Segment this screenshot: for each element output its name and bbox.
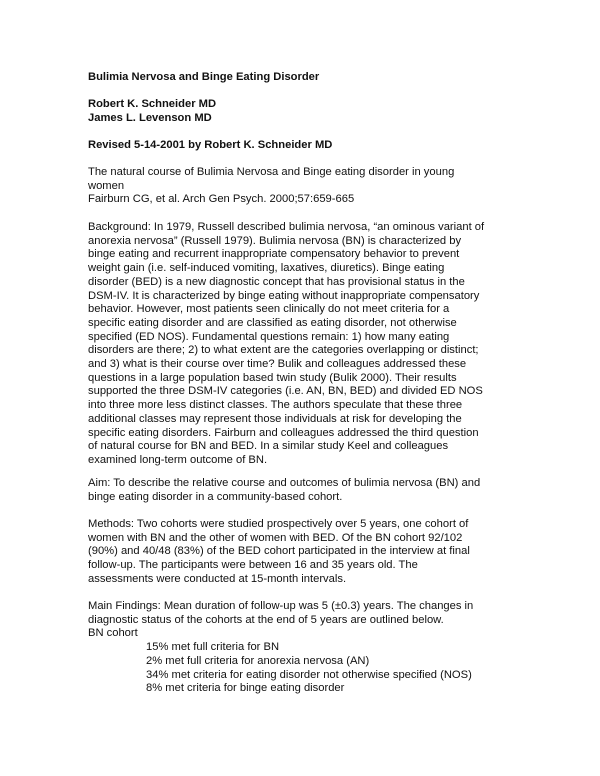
cohort-item: 15% met full criteria for BN: [146, 641, 280, 654]
background-line: Background: In 1979, Russell described bulimia nervosa, “an ominous variant of: [88, 221, 485, 233]
findings-line: diagnostic status of the cohorts at the end of 5 years are outlined below.: [88, 613, 444, 626]
background-line: questions in a large population based twin study (Bulik 2000). Their results: [88, 371, 457, 384]
background-line: into three more less distinct classes. The authors speculate that these three: [88, 399, 463, 412]
aim-line: binge eating disorder in a community-based cohort.: [88, 490, 343, 503]
methods-line: (90%) and 40/48 (83%) of the BED cohort participated in the interview at final: [88, 545, 470, 558]
methods-line: assessments were conducted at 15-month intervals.: [88, 572, 347, 585]
background-line: of natural course for BN and BED. In a similar study Keel and colleagues: [88, 440, 449, 453]
background-line: anorexia nervosa” (Russell 1979). Bulimia nervosa (BN) is characterized by: [88, 234, 462, 247]
reference-line: Fairburn CG, et al. Arch Gen Psych. 2000;57:659-665: [88, 193, 355, 206]
background-line: specific eating disorders. Fairburn and colleagues addressed the third question: [88, 426, 479, 439]
background-line: supported the three DSM-IV categories (i.e. AN, BN, BED) and divided ED NOS: [88, 385, 483, 398]
findings-line: Main Findings: Mean duration of follow-up was 5 (±0.3) years. The changes in: [88, 600, 474, 612]
document-title: [88, 71, 319, 85]
revision-note: [88, 139, 332, 153]
background-line: and 3) what is their course over time? Bulik and colleagues addressed these: [88, 358, 467, 371]
author-name: James L. Levenson MD: [88, 111, 212, 124]
background-line: behavior. However, most patients seen clinically do not meet criteria for a: [88, 303, 450, 316]
background-line: disorders are there; 2) to what extent are the categories overlapping or distinct;: [88, 344, 479, 357]
background-line: specific eating disorder and are classified as eating disorder, not otherwise: [88, 316, 457, 329]
cohort-label: BN cohort: [88, 627, 138, 640]
methods-line: Methods: Two cohorts were studied prospectively over 5 years, one cohort of: [88, 518, 469, 530]
methods-line: women with BN and the other of women with BED. Of the BN cohort 92/102: [88, 531, 463, 544]
cohort-item: 34% met criteria for eating disorder not otherwise specified (NOS): [146, 668, 472, 681]
background-line: additional classes may represent those individuals at risk for developing the: [88, 412, 462, 425]
aim-paragraph: [88, 477, 480, 504]
background-line: binge eating and recurrent inappropriate compensatory behavior to prevent: [88, 248, 460, 261]
background-line: examined long-term outcome of BN.: [88, 453, 268, 466]
revision-text: Revised 5-14-2001 by Robert K. Schneider MD: [88, 139, 333, 151]
aim-line: Aim: To describe the relative course and outcomes of bulimia nervosa (BN) and: [88, 477, 481, 489]
methods-paragraph: [88, 518, 470, 587]
cohort-item: 8% met criteria for binge eating disorder: [146, 682, 345, 695]
findings-paragraph: [88, 600, 473, 696]
background-line: specified (ED NOS). Fundamental questions remain: 1) how many eating: [88, 330, 450, 343]
background-line: weight gain (i.e. self-induced vomiting, laxatives, diuretics). Binge eating: [88, 262, 445, 275]
background-line: DSM-IV. It is characterized by binge eating without inappropriate compensatory: [88, 289, 480, 302]
background-line: disorder (BED) is a new diagnostic concept that has provisional status in the: [88, 275, 465, 288]
background-paragraph: [88, 221, 484, 468]
reference-line: The natural course of Bulimia Nervosa and Binge eating disorder in young: [88, 166, 455, 178]
title-text: Bulimia Nervosa and Binge Eating Disorder: [88, 71, 320, 83]
methods-line: follow-up. The participants were between 16 and 35 years old. The: [88, 559, 418, 572]
reference-block: [88, 166, 454, 207]
author-list: [88, 98, 216, 125]
reference-line: women: [88, 179, 125, 192]
cohort-item: 2% met full criteria for anorexia nervosa (AN): [146, 654, 370, 667]
author-name: Robert K. Schneider MD: [88, 98, 217, 110]
